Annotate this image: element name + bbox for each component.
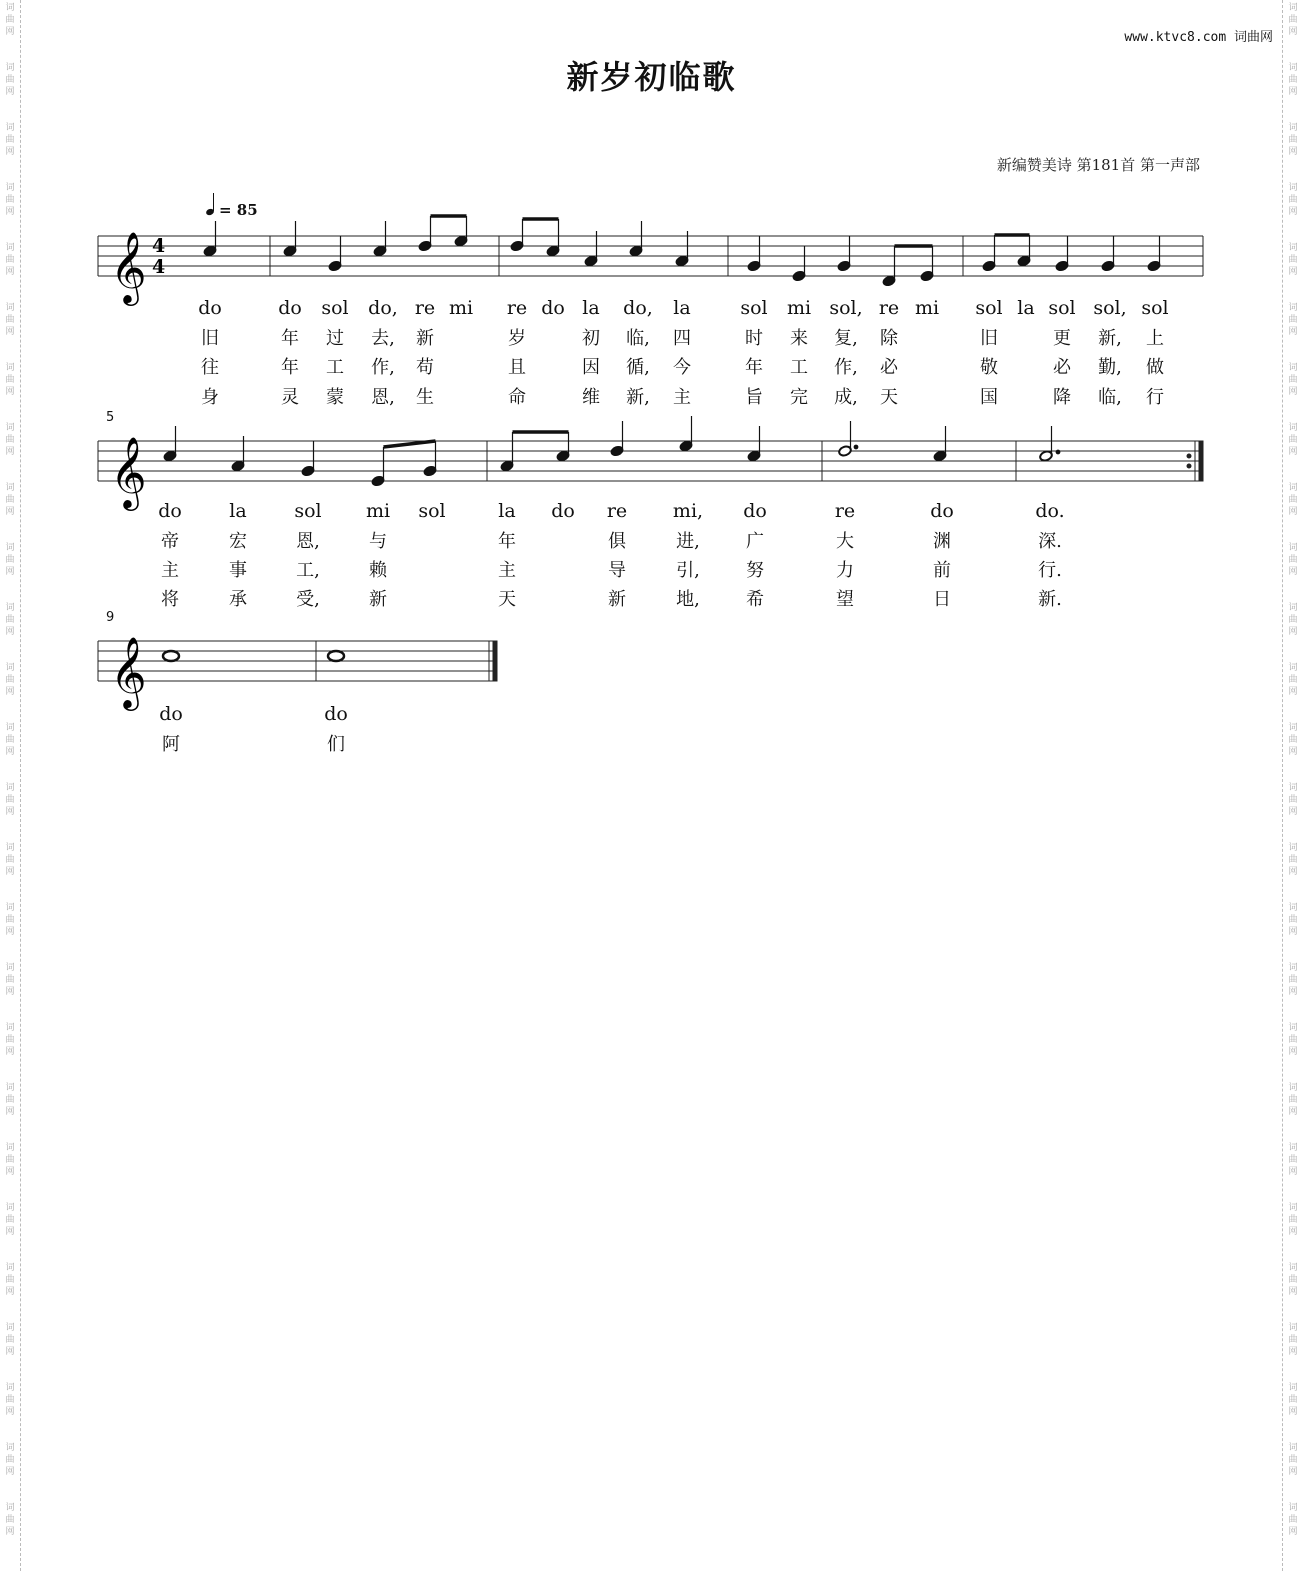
- watermark-char: 曲: [1288, 1515, 1298, 1525]
- watermark-char: 曲: [1288, 1095, 1298, 1105]
- watermark-char: 曲: [1288, 1275, 1298, 1285]
- watermark-char: 词: [1288, 1263, 1298, 1273]
- watermark-char: 网: [1288, 627, 1298, 637]
- watermark-char: 曲: [1288, 315, 1298, 325]
- lyric-verse-1: 岁: [508, 328, 526, 349]
- watermark-char: 词: [1288, 363, 1298, 373]
- watermark-char: 网: [1288, 747, 1298, 757]
- watermark-char: 曲: [1288, 795, 1298, 805]
- solfege-syllable: la: [229, 500, 247, 522]
- watermark-char: 曲: [1288, 615, 1298, 625]
- lyric-verse-1: 旧: [201, 328, 219, 349]
- watermark-char: 网: [1288, 327, 1298, 337]
- watermark-char: 词: [5, 1083, 15, 1093]
- watermark-char: 网: [1288, 1467, 1298, 1477]
- solfege-syllable: sol: [1048, 297, 1076, 319]
- watermark-char: 词: [5, 723, 15, 733]
- solfege-syllable: re: [878, 297, 900, 319]
- watermark-char: 曲: [5, 1395, 15, 1405]
- watermark-char: 曲: [5, 375, 15, 385]
- solfege-syllable: re: [606, 500, 628, 522]
- lyric-verse-1: 大: [836, 531, 854, 552]
- watermark-char: 网: [5, 1467, 15, 1477]
- solfege-syllable: do: [159, 703, 183, 725]
- song-title: 新岁初临歌: [566, 58, 737, 96]
- lyric-verse-1: 上: [1146, 328, 1164, 349]
- solfege-syllable: la: [582, 297, 600, 319]
- lyric-verse-1: 帝: [161, 531, 179, 552]
- solfege-syllable: sol: [418, 500, 446, 522]
- solfege-syllable: do: [541, 297, 565, 319]
- watermark-char: 曲: [1288, 855, 1298, 865]
- watermark-char: 词: [5, 783, 15, 793]
- watermark-char: 网: [5, 1167, 15, 1177]
- lyric-verse-2: 导: [608, 560, 626, 581]
- lyric-verse-2: 引,: [676, 560, 700, 581]
- solfege-syllable: mi: [914, 297, 940, 319]
- time-sig-top: 4: [152, 235, 166, 257]
- watermark-char: 网: [5, 987, 15, 997]
- watermark-char: 词: [5, 483, 15, 493]
- watermark-char: 曲: [5, 1335, 15, 1345]
- watermark-char: 词: [5, 303, 15, 313]
- watermark-char: 词: [1288, 723, 1298, 733]
- lyric-verse-1: 们: [327, 734, 345, 755]
- lyric-verse-1: 初: [582, 328, 600, 349]
- watermark-char: 网: [1288, 1107, 1298, 1117]
- lyric-verse-2: 年: [745, 357, 763, 378]
- solfege-syllable: re: [414, 297, 436, 319]
- watermark-char: 词: [1288, 3, 1298, 13]
- watermark-char: 曲: [5, 855, 15, 865]
- measure-number: 9: [106, 610, 115, 625]
- staff-1: [98, 236, 1203, 276]
- watermark-char: 曲: [1288, 1035, 1298, 1045]
- measure-number: 5: [106, 410, 115, 425]
- lyric-verse-1: 广: [746, 531, 764, 552]
- lyric-verse-3: 蒙: [326, 387, 344, 408]
- watermark-char: 曲: [5, 1455, 15, 1465]
- lyric-verse-1: 过: [326, 328, 344, 349]
- lyric-verse-3: 国: [980, 387, 998, 408]
- solfege-syllable: mi: [448, 297, 474, 319]
- solfege-syllable: mi: [786, 297, 812, 319]
- watermark-char: 词: [5, 3, 15, 13]
- lyric-verse-2: 主: [498, 560, 516, 581]
- lyric-verse-2: 主: [161, 560, 179, 581]
- watermark-char: 词: [1288, 903, 1298, 913]
- watermark-char: 曲: [1288, 195, 1298, 205]
- watermark-char: 词: [5, 1023, 15, 1033]
- watermark-char: 词: [1288, 543, 1298, 553]
- watermark-char: 网: [1288, 87, 1298, 97]
- watermark-char: 曲: [5, 975, 15, 985]
- solfege-syllable: sol: [975, 297, 1003, 319]
- watermark-char: 词: [1288, 663, 1298, 673]
- solfege-syllable: mi: [365, 500, 391, 522]
- watermark-char: 网: [1288, 1047, 1298, 1057]
- watermark-char: 词: [5, 1323, 15, 1333]
- watermark-char: 词: [1288, 1143, 1298, 1153]
- watermark-char: 网: [5, 807, 15, 817]
- lyric-verse-1: 俱: [608, 531, 626, 552]
- lyric-verse-3: 将: [161, 589, 179, 610]
- watermark-char: 曲: [5, 135, 15, 145]
- watermark-char: 网: [1288, 267, 1298, 277]
- watermark-char: 词: [1288, 183, 1298, 193]
- solfege-syllable: sol: [1141, 297, 1169, 319]
- watermark-char: 网: [5, 147, 15, 157]
- watermark-char: 曲: [5, 915, 15, 925]
- solfege-syllable: sol: [321, 297, 349, 319]
- lyric-verse-2: 力: [836, 560, 854, 581]
- watermark-char: 词: [5, 1143, 15, 1153]
- watermark-char: 曲: [1288, 915, 1298, 925]
- watermark-char: 网: [1288, 27, 1298, 37]
- watermark-char: 词: [1288, 63, 1298, 73]
- lyric-verse-2: 工: [790, 357, 808, 378]
- watermark-char: 网: [1288, 207, 1298, 217]
- watermark-char: 曲: [1288, 1455, 1298, 1465]
- watermark-char: 网: [1288, 1227, 1298, 1237]
- lyric-verse-3: 望: [836, 589, 854, 610]
- lyric-verse-3: 承: [229, 589, 247, 610]
- watermark-char: 网: [1288, 807, 1298, 817]
- lyric-verse-2: 敬: [980, 357, 998, 378]
- watermark-char: 曲: [1288, 675, 1298, 685]
- watermark-char: 网: [5, 447, 15, 457]
- watermark-char: 网: [1288, 1407, 1298, 1417]
- lyric-verse-3: 新: [608, 589, 626, 610]
- watermark-char: 网: [1288, 687, 1298, 697]
- watermark-char: 网: [1288, 507, 1298, 517]
- watermark-char: 曲: [1288, 975, 1298, 985]
- lyric-verse-3: 命: [508, 387, 526, 408]
- solfege-syllable: do: [324, 703, 348, 725]
- watermark-char: 曲: [1288, 735, 1298, 745]
- watermark-char: 词: [1288, 1023, 1298, 1033]
- lyric-verse-2: 工: [326, 357, 344, 378]
- watermark-char: 曲: [1288, 495, 1298, 505]
- solfege-syllable: do: [278, 297, 302, 319]
- watermark-char: 词: [5, 603, 15, 613]
- watermark-char: 网: [1288, 387, 1298, 397]
- lyric-verse-2: 循,: [626, 357, 650, 378]
- lyric-verse-3: 灵: [281, 387, 299, 408]
- staff-2: [98, 441, 1203, 481]
- lyric-verse-2: 必: [1053, 357, 1071, 378]
- watermark-char: 网: [1288, 1347, 1298, 1357]
- watermark-char: 曲: [5, 315, 15, 325]
- watermark-char: 曲: [5, 255, 15, 265]
- watermark-char: 曲: [5, 1155, 15, 1165]
- watermark-char: 曲: [5, 435, 15, 445]
- solfege-syllable: re: [506, 297, 528, 319]
- lyric-verse-1: 年: [281, 328, 299, 349]
- lyric-verse-2: 且: [508, 357, 526, 378]
- lyric-verse-1: 年: [498, 531, 516, 552]
- lyric-verse-3: 地,: [676, 589, 700, 610]
- watermark-char: 曲: [1288, 435, 1298, 445]
- watermark-char: 词: [5, 1203, 15, 1213]
- site-label[interactable]: www.ktvc8.com 词曲网: [1124, 30, 1273, 45]
- staff-3: [98, 641, 497, 681]
- solfege-syllable: sol: [740, 297, 768, 319]
- lyric-verse-1: 深.: [1038, 531, 1062, 552]
- watermark-char: 曲: [5, 555, 15, 565]
- watermark-char: 网: [5, 1347, 15, 1357]
- lyric-verse-3: 希: [746, 589, 764, 610]
- watermark-char: 网: [1288, 567, 1298, 577]
- watermark-char: 网: [5, 1227, 15, 1237]
- watermark-char: 网: [5, 1527, 15, 1537]
- lyric-verse-2: 工,: [296, 560, 320, 581]
- solfege-syllable: la: [673, 297, 691, 319]
- solfege-syllable: do: [551, 500, 575, 522]
- watermark-char: 网: [5, 1407, 15, 1417]
- lyric-verse-1: 四: [673, 328, 691, 349]
- watermark-char: 曲: [1288, 1155, 1298, 1165]
- watermark-char: 曲: [1288, 15, 1298, 25]
- lyric-verse-3: 主: [673, 387, 691, 408]
- watermark-char: 网: [5, 387, 15, 397]
- watermark-char: 词: [1288, 1323, 1298, 1333]
- watermark-char: 曲: [5, 75, 15, 85]
- watermark-char: 词: [1288, 1383, 1298, 1393]
- lyric-verse-1: 渊: [933, 531, 951, 552]
- lyric-verse-3: 身: [201, 387, 219, 408]
- watermark-char: 词: [5, 423, 15, 433]
- treble-clef-icon: 𝄞: [110, 435, 147, 508]
- solfege-syllable: do,: [623, 297, 653, 319]
- watermark-char: 词: [5, 243, 15, 253]
- watermark-char: 网: [5, 1287, 15, 1297]
- solfege-syllable: do: [743, 500, 767, 522]
- watermark-char: 词: [1288, 423, 1298, 433]
- watermark-char: 词: [1288, 603, 1298, 613]
- lyric-verse-3: 新.: [1038, 589, 1062, 610]
- lyric-verse-2: 行.: [1038, 560, 1062, 581]
- lyric-verse-3: 日: [933, 589, 951, 610]
- lyric-verse-1: 来: [790, 328, 808, 349]
- watermark-char: 词: [1288, 243, 1298, 253]
- watermark-char: 词: [1288, 963, 1298, 973]
- watermark-char: 词: [1288, 1443, 1298, 1453]
- solfege-syllable: la: [1017, 297, 1035, 319]
- lyric-verse-2: 前: [933, 560, 951, 581]
- solfege-syllable: sol,: [1093, 297, 1127, 319]
- watermark-char: 曲: [5, 195, 15, 205]
- watermark-char: 网: [5, 27, 15, 37]
- watermark-char: 网: [1288, 1287, 1298, 1297]
- solfege-syllable: re: [834, 500, 856, 522]
- watermark-char: 网: [1288, 1527, 1298, 1537]
- lyric-verse-1: 恩,: [296, 531, 320, 552]
- watermark-char: 词: [5, 843, 15, 853]
- solfege-syllable: do.: [1035, 500, 1065, 522]
- lyric-verse-1: 进,: [676, 531, 700, 552]
- watermark-char: 网: [5, 327, 15, 337]
- watermark-char: 词: [1288, 843, 1298, 853]
- watermark-char: 曲: [5, 1035, 15, 1045]
- song-source: 新编赞美诗 第181首 第一声部: [996, 156, 1200, 174]
- lyric-verse-3: 行: [1146, 387, 1164, 408]
- watermark-char: 曲: [1288, 135, 1298, 145]
- watermark-char: 词: [5, 963, 15, 973]
- watermark-char: 曲: [1288, 1215, 1298, 1225]
- watermark-char: 网: [5, 507, 15, 517]
- lyric-verse-3: 新: [369, 589, 387, 610]
- lyric-verse-3: 新,: [626, 387, 650, 408]
- tempo-quarter-note-icon: [205, 193, 215, 216]
- watermark-char: 曲: [5, 735, 15, 745]
- watermark-char: 词: [5, 543, 15, 553]
- watermark-char: 曲: [5, 675, 15, 685]
- watermark-char: 网: [5, 267, 15, 277]
- watermark-char: 曲: [5, 1095, 15, 1105]
- watermark-char: 网: [1288, 927, 1298, 937]
- lyric-verse-3: 旨: [745, 387, 763, 408]
- lyric-verse-1: 复,: [834, 328, 858, 349]
- lyric-verse-2: 年: [281, 357, 299, 378]
- watermark-char: 曲: [1288, 555, 1298, 565]
- watermark-char: 网: [1288, 987, 1298, 997]
- lyric-verse-2: 勤,: [1098, 357, 1122, 378]
- watermark-char: 网: [5, 687, 15, 697]
- watermark-char: 网: [5, 567, 15, 577]
- time-sig-bottom: 4: [152, 256, 166, 278]
- watermark-char: 网: [5, 1047, 15, 1057]
- lyric-verse-2: 做: [1146, 357, 1164, 378]
- watermark-char: 网: [5, 207, 15, 217]
- watermark-char: 词: [1288, 123, 1298, 133]
- watermark-char: 词: [1288, 1503, 1298, 1513]
- lyric-verse-1: 与: [369, 531, 387, 552]
- watermark-char: 词: [1288, 1083, 1298, 1093]
- watermark-char: 词: [5, 1263, 15, 1273]
- lyric-verse-2: 作,: [834, 357, 858, 378]
- lyric-verse-2: 因: [582, 357, 600, 378]
- lyric-verse-3: 维: [582, 387, 600, 408]
- solfege-syllable: do: [930, 500, 954, 522]
- lyric-verse-3: 生: [416, 387, 434, 408]
- lyric-verse-1: 更: [1053, 328, 1071, 349]
- watermark-char: 词: [1288, 303, 1298, 313]
- lyric-verse-2: 往: [201, 357, 219, 378]
- watermark-char: 曲: [5, 795, 15, 805]
- watermark-char: 曲: [1288, 1395, 1298, 1405]
- watermark-char: 网: [1288, 147, 1298, 157]
- watermark-char: 曲: [5, 495, 15, 505]
- lyric-verse-3: 临,: [1098, 387, 1122, 408]
- lyric-verse-1: 去,: [371, 328, 395, 349]
- watermark-char: 词: [1288, 783, 1298, 793]
- watermark-char: 曲: [5, 1215, 15, 1225]
- lyric-verse-3: 天: [880, 387, 898, 408]
- lyric-verse-1: 阿: [162, 734, 180, 755]
- watermark-char: 词: [5, 363, 15, 373]
- lyric-verse-3: 成,: [834, 387, 858, 408]
- lyric-verse-3: 降: [1053, 387, 1071, 408]
- lyric-verse-2: 作,: [371, 357, 395, 378]
- lyric-verse-2: 事: [229, 560, 247, 581]
- watermark-char: 网: [5, 927, 15, 937]
- treble-clef-icon: 𝄞: [110, 230, 147, 303]
- watermark-char: 曲: [5, 1275, 15, 1285]
- lyric-verse-3: 受,: [296, 589, 320, 610]
- watermark-char: 词: [5, 123, 15, 133]
- solfege-syllable: sol: [294, 500, 322, 522]
- lyric-verse-3: 恩,: [371, 387, 395, 408]
- lyric-verse-3: 完: [790, 387, 808, 408]
- lyric-verse-2: 努: [746, 560, 764, 581]
- lyric-verse-1: 新: [416, 328, 434, 349]
- solfege-syllable: sol,: [829, 297, 863, 319]
- watermark-char: 曲: [1288, 75, 1298, 85]
- lyric-verse-2: 必: [880, 357, 898, 378]
- watermark-char: 词: [5, 1443, 15, 1453]
- watermark-char: 网: [5, 87, 15, 97]
- watermark-char: 网: [1288, 867, 1298, 877]
- lyric-verse-2: 今: [673, 357, 691, 378]
- watermark-char: 词: [1288, 483, 1298, 493]
- lyric-verse-1: 除: [880, 328, 898, 349]
- watermark-char: 网: [5, 867, 15, 877]
- watermark-char: 曲: [1288, 255, 1298, 265]
- watermark-char: 词: [5, 183, 15, 193]
- lyric-verse-1: 宏: [229, 531, 247, 552]
- lyric-verse-1: 新,: [1098, 328, 1122, 349]
- solfege-syllable: do: [198, 297, 222, 319]
- watermark-char: 词: [5, 63, 15, 73]
- watermark-char: 曲: [5, 615, 15, 625]
- watermark-char: 曲: [1288, 1335, 1298, 1345]
- treble-clef-icon: 𝄞: [110, 635, 147, 708]
- watermark-char: 网: [1288, 447, 1298, 457]
- lyric-verse-2: 赖: [369, 560, 387, 581]
- watermark-char: 网: [5, 1107, 15, 1117]
- watermark-char: 词: [5, 903, 15, 913]
- watermark-char: 网: [1288, 1167, 1298, 1177]
- solfege-syllable: do,: [368, 297, 398, 319]
- solfege-syllable: do: [158, 500, 182, 522]
- lyric-verse-1: 临,: [626, 328, 650, 349]
- watermark-char: 曲: [1288, 375, 1298, 385]
- lyric-verse-1: 旧: [980, 328, 998, 349]
- lyric-verse-3: 天: [498, 589, 516, 610]
- lyric-verse-2: 苟: [416, 357, 434, 378]
- watermark-char: 网: [5, 747, 15, 757]
- watermark-char: 词: [5, 1503, 15, 1513]
- watermark-char: 网: [5, 627, 15, 637]
- solfege-syllable: mi,: [672, 500, 704, 522]
- solfege-syllable: la: [498, 500, 516, 522]
- watermark-char: 词: [5, 663, 15, 673]
- lyric-verse-1: 时: [745, 328, 763, 349]
- notes-system-3: [163, 651, 344, 661]
- watermark-char: 词: [1288, 1203, 1298, 1213]
- tempo-marking: = 85: [219, 201, 258, 219]
- watermark-char: 词: [5, 1383, 15, 1393]
- watermark-char: 曲: [5, 1515, 15, 1525]
- watermark-char: 曲: [5, 15, 15, 25]
